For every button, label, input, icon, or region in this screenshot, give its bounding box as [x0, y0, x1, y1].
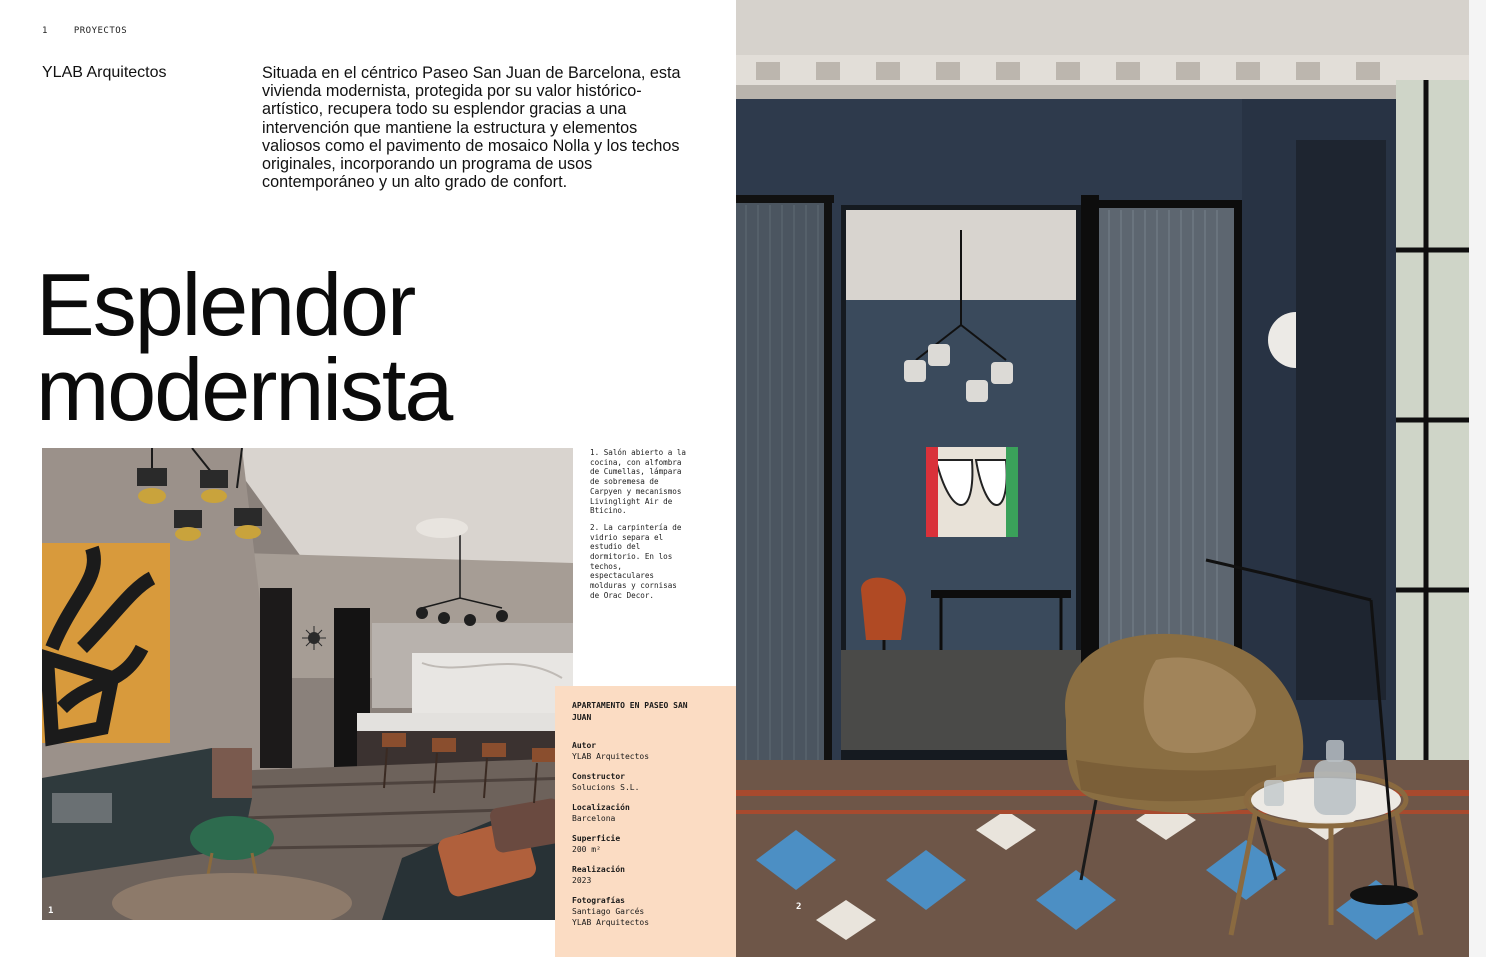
- page-edge: [1469, 0, 1486, 957]
- caption-1: 1. Salón abierto a la cocina, con alfombra de Cumellas, lámpara de sobremesa de Carpyen y mecanismos Livinglight Air de Bticino.: [590, 448, 687, 516]
- folio: [42, 26, 127, 36]
- info-value: Barcelona: [572, 814, 616, 823]
- info-value: 2023: [572, 876, 592, 885]
- info-label: Autor: [572, 741, 597, 750]
- photo-2-number: 2: [796, 902, 802, 912]
- caption-2: 2. La carpintería de vidrio separa el estudio del dormitorio. En los techos, espectaculares molduras y cornisas de Orac Decor.: [590, 522, 682, 600]
- info-label: Realización: [572, 865, 625, 874]
- info-label: Constructor: [572, 772, 625, 781]
- info-value-2: YLAB Arquitectos: [572, 918, 650, 927]
- info-label: Superficie: [572, 834, 621, 843]
- info-value: Solucions S.L.: [572, 783, 640, 792]
- title-line-1: Esplendor: [36, 255, 415, 354]
- title-line-2: modernista: [36, 340, 452, 439]
- left-page: [0, 0, 736, 957]
- info-value: YLAB Arquitectos: [572, 752, 650, 761]
- info-label: Localización: [572, 803, 630, 812]
- living-room-illustration: [42, 448, 573, 920]
- info-box-title: APARTAMENTO EN PASEO SAN JUAN: [572, 701, 688, 722]
- photo-1-number: 1: [48, 906, 54, 916]
- info-box-list: [572, 740, 649, 937]
- project-info-box: [555, 686, 736, 957]
- right-page: [736, 0, 1469, 957]
- article-title: [36, 255, 452, 439]
- page-number: 1: [42, 26, 48, 36]
- info-item-completion: [572, 864, 649, 886]
- study-room-photo: [736, 0, 1469, 957]
- captions: [590, 448, 690, 608]
- info-value: Santiago Garcés: [572, 907, 645, 916]
- info-label: Fotografías: [572, 896, 625, 905]
- lede-paragraph: Situada en el céntrico Paseo San Juan de Barcelona, esta vivienda modernista, protegida por su valor histórico-artístico, recupera todo su esplendor gracias a una intervención que mantiene la estructura y elementos valiosos como el pavimento de mosaico Nolla y los techos originales, incorporando un programa de usos contemporáneo y un alto grado de confort.: [262, 64, 681, 192]
- section-label: PROYECTOS: [73, 26, 128, 36]
- living-room-photo: [42, 448, 573, 920]
- info-item-area: [572, 833, 649, 855]
- studio-name: YLAB Arquitectos: [42, 64, 167, 81]
- info-item-location: [572, 802, 649, 824]
- info-item-builder: [572, 771, 649, 793]
- info-item-photos: [572, 895, 649, 928]
- info-value: 200 m²: [572, 845, 601, 854]
- info-item-author: [572, 740, 649, 762]
